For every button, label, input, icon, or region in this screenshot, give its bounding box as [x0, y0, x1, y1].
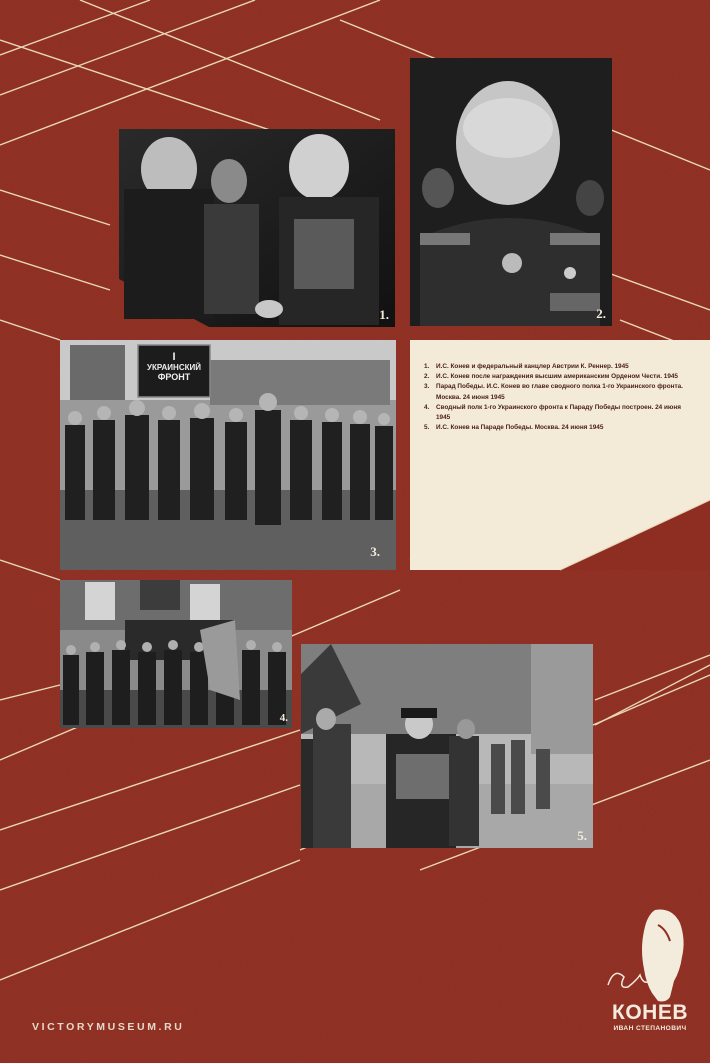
- photo-1: [119, 129, 395, 327]
- logo-subtitle: ИВАН СТЕПАНОВИЧ: [613, 1025, 687, 1032]
- caption-list: [424, 362, 694, 433]
- caption-number: 2.: [424, 373, 430, 381]
- banner-line-2: УКРАИНСКИЙ: [147, 363, 201, 372]
- photo-5: [301, 644, 593, 848]
- caption-item: [424, 362, 694, 372]
- caption-item: [424, 423, 694, 433]
- caption-text: И.С. Конев и федеральный канцлер Австрии К. Реннер. 1945: [436, 363, 629, 370]
- caption-number: 1.: [424, 363, 430, 370]
- caption-text: И.С. Конев после награждения высшим американским Орденом Чести. 1945: [436, 373, 678, 381]
- caption-text: Парад Победы. И.С. Конев во главе сводного полка 1-го Украинского фронта. Москва. 24 июня 1945: [436, 383, 683, 401]
- photo-3: [60, 340, 396, 570]
- site-link[interactable]: VICTORYMUSEUM.RU: [32, 1021, 185, 1033]
- caption-item: [424, 372, 694, 382]
- caption-text: И.С. Конев на Параде Победы. Москва. 24 июня 1945: [436, 424, 604, 432]
- caption-number: 5.: [424, 424, 430, 432]
- photo-number: 5.: [577, 828, 587, 843]
- photo-number: 3.: [370, 544, 380, 559]
- photo-number: 4.: [279, 712, 288, 724]
- caption-item: [424, 403, 694, 423]
- caption-number: 3.: [424, 383, 430, 391]
- photo-salute-icon: [301, 644, 593, 848]
- caption-number: 4.: [424, 403, 430, 411]
- photo-regiment-banners-icon: [60, 580, 292, 728]
- logo-title: КОНЕВ: [612, 1001, 688, 1024]
- caption-item: [424, 382, 694, 402]
- photo-number: 1.: [379, 307, 389, 322]
- caption-text: Сводный полк 1-го Украинского фронта к Параду Победы построен. 24 июня 1945: [436, 403, 681, 422]
- photo-handshake-icon: [119, 129, 395, 327]
- photo-parade-march-icon: [60, 340, 396, 570]
- photo-4: [60, 580, 292, 728]
- parade-banner: [138, 345, 210, 397]
- banner-line-3: ФРОНТ: [157, 372, 191, 382]
- photo-2: [410, 58, 612, 326]
- photo-number: 2.: [596, 306, 606, 321]
- photo-portrait-icon: [410, 58, 612, 326]
- banner-line-1: I: [172, 351, 176, 363]
